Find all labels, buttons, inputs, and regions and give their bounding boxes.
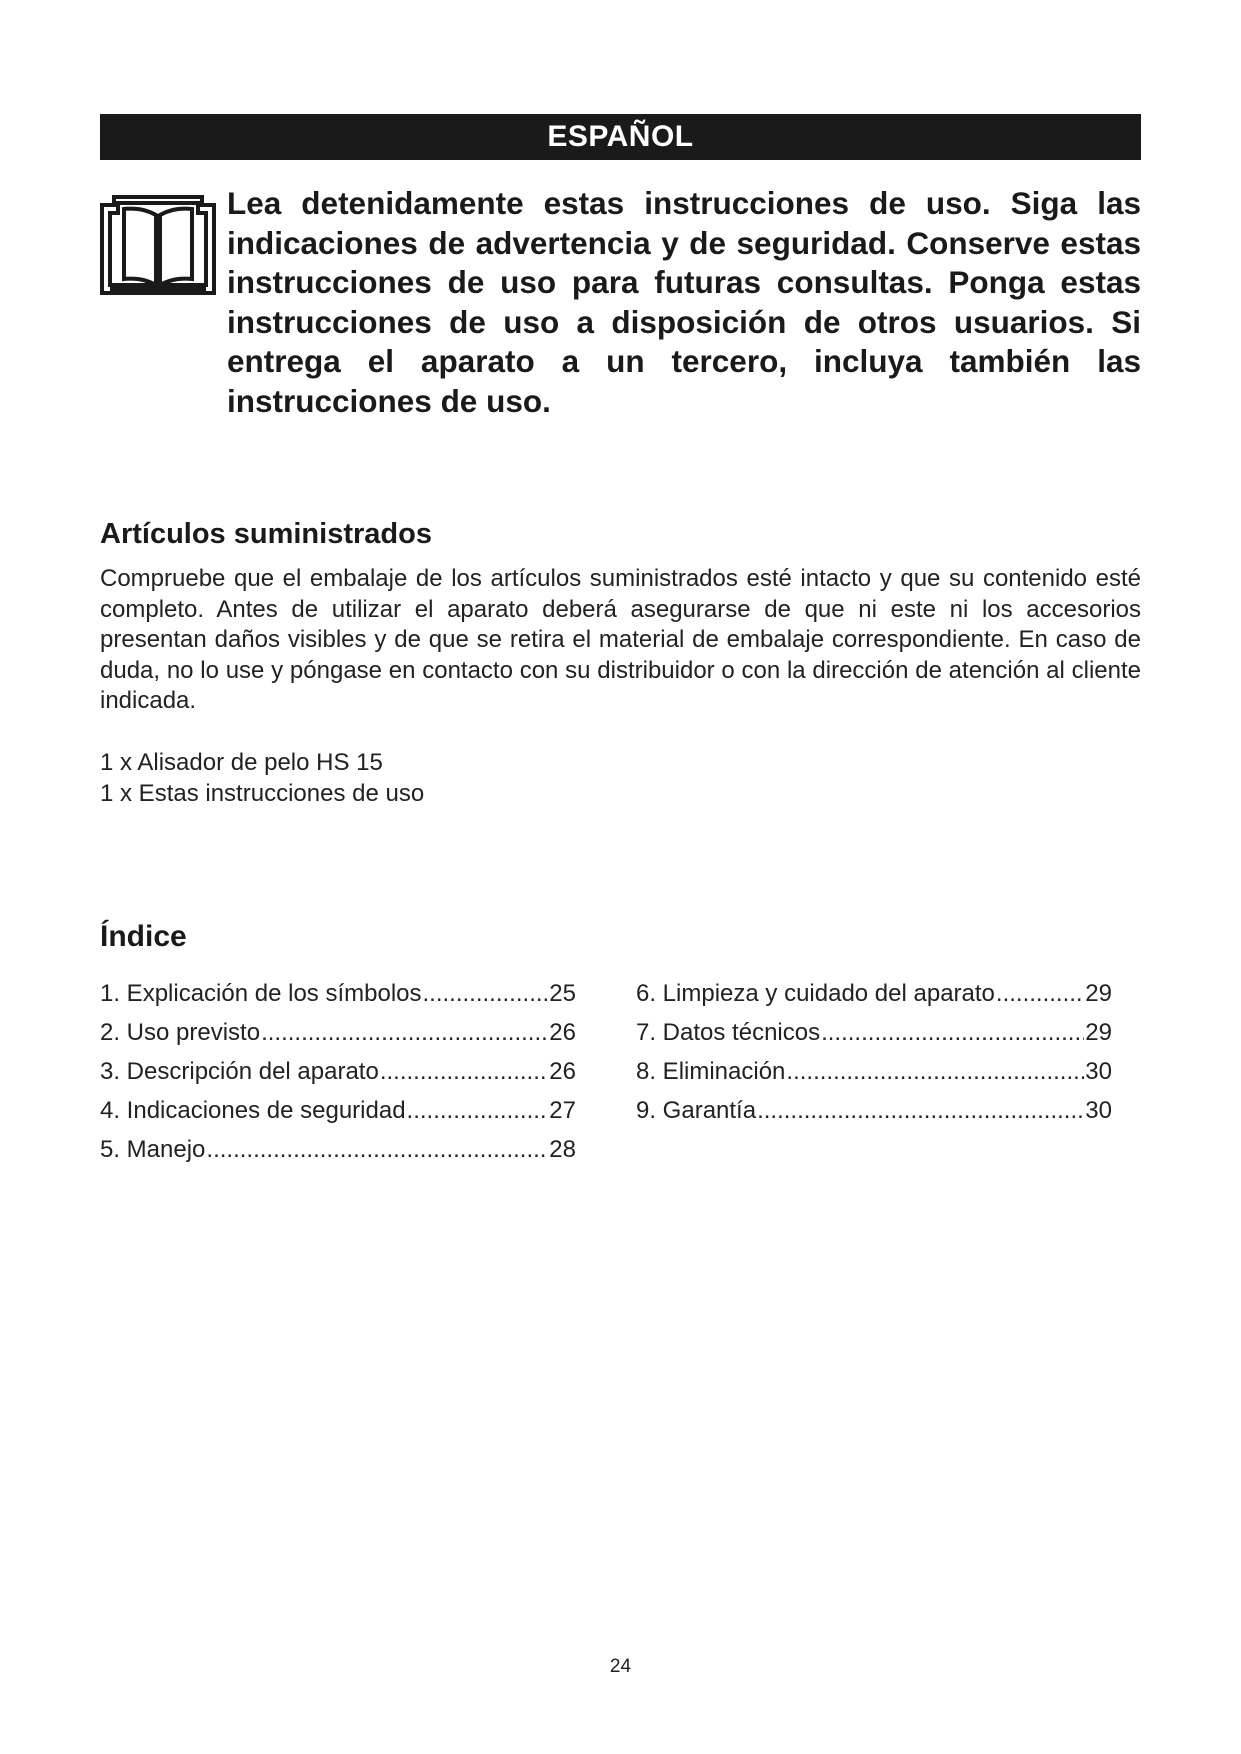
toc-left-column xyxy=(100,974,576,1169)
toc-entry-title: 7. Datos técnicos xyxy=(636,1019,821,1046)
toc-entry-page: 30 xyxy=(1085,1097,1112,1124)
open-book-icon xyxy=(100,193,216,297)
toc-entry-title: 6. Limpieza y cuidado del aparato xyxy=(636,980,995,1007)
language-header-bar xyxy=(100,114,1141,160)
toc-entry-page: 30 xyxy=(1085,1058,1112,1085)
toc-entry[interactable] xyxy=(100,1052,576,1091)
toc-entry[interactable] xyxy=(100,1091,576,1130)
supplied-items-heading: Artículos suministrados xyxy=(100,518,432,550)
toc-entry[interactable] xyxy=(100,974,576,1013)
toc-entry-page: 25 xyxy=(549,980,576,1007)
toc-leader-dots xyxy=(786,1052,1084,1091)
toc-entry-title: 8. Eliminación xyxy=(636,1058,786,1085)
toc-entry[interactable] xyxy=(636,1052,1112,1091)
toc-leader-dots xyxy=(996,974,1084,1013)
toc-right-column xyxy=(636,974,1112,1130)
toc-entry[interactable] xyxy=(636,1091,1112,1130)
language-label: ESPAÑOL xyxy=(547,120,694,153)
toc-leader-dots xyxy=(757,1091,1084,1130)
toc-entry-page: 26 xyxy=(549,1019,576,1046)
index-heading: Índice xyxy=(100,920,187,953)
toc-leader-dots xyxy=(423,974,549,1013)
toc-entry-title: 1. Explicación de los símbolos xyxy=(100,980,422,1007)
toc-entry[interactable] xyxy=(636,974,1112,1013)
toc-entry[interactable] xyxy=(100,1013,576,1052)
toc-leader-dots xyxy=(206,1130,548,1169)
intro-instructions-text: Lea detenidamente estas instrucciones de uso. Siga las indicaciones de advertencia y de seguridad. Conserve estas instrucciones de uso para futuras consultas. Ponga estas instrucciones de uso a disposición de otros usuarios. Si entrega el aparato a un tercero, incluya también las instrucciones de uso. xyxy=(227,185,1141,419)
toc-entry-page: 27 xyxy=(549,1097,576,1124)
toc-entry-page: 29 xyxy=(1085,1019,1112,1046)
toc-entry-title: 5. Manejo xyxy=(100,1136,206,1163)
list-item: 1 x Alisador de pelo HS 15 xyxy=(100,749,383,776)
toc-entry[interactable] xyxy=(636,1013,1112,1052)
toc-entry-title: 2. Uso previsto xyxy=(100,1019,261,1046)
toc-entry-title: 3. Descripción del aparato xyxy=(100,1058,379,1085)
toc-entry[interactable] xyxy=(100,1130,576,1169)
page-number: 24 xyxy=(609,1656,632,1677)
toc-leader-dots xyxy=(380,1052,548,1091)
toc-entry-page: 26 xyxy=(549,1058,576,1085)
supplied-items-paragraph: Compruebe que el embalaje de los artículos suministrados esté intacto y que su contenido esté completo. Antes de utilizar el aparato deberá asegurarse de que ni este ni los accesorios presentan daños visibles y de que se retira el material de embalaje correspondiente. En caso de duda, no lo use y póngase en contacto con su distribuidor o con la dirección de atención al cliente indicada. xyxy=(100,565,1141,714)
toc-leader-dots xyxy=(407,1091,549,1130)
supplied-items-list xyxy=(100,747,424,809)
toc-entry-title: 4. Indicaciones de seguridad xyxy=(100,1097,406,1124)
toc-entry-title: 9. Garantía xyxy=(636,1097,757,1124)
toc-entry-page: 28 xyxy=(549,1136,576,1163)
toc-entry-page: 29 xyxy=(1085,980,1112,1007)
toc-leader-dots xyxy=(821,1013,1084,1052)
list-item: 1 x Estas instrucciones de uso xyxy=(100,780,425,807)
toc-leader-dots xyxy=(261,1013,548,1052)
